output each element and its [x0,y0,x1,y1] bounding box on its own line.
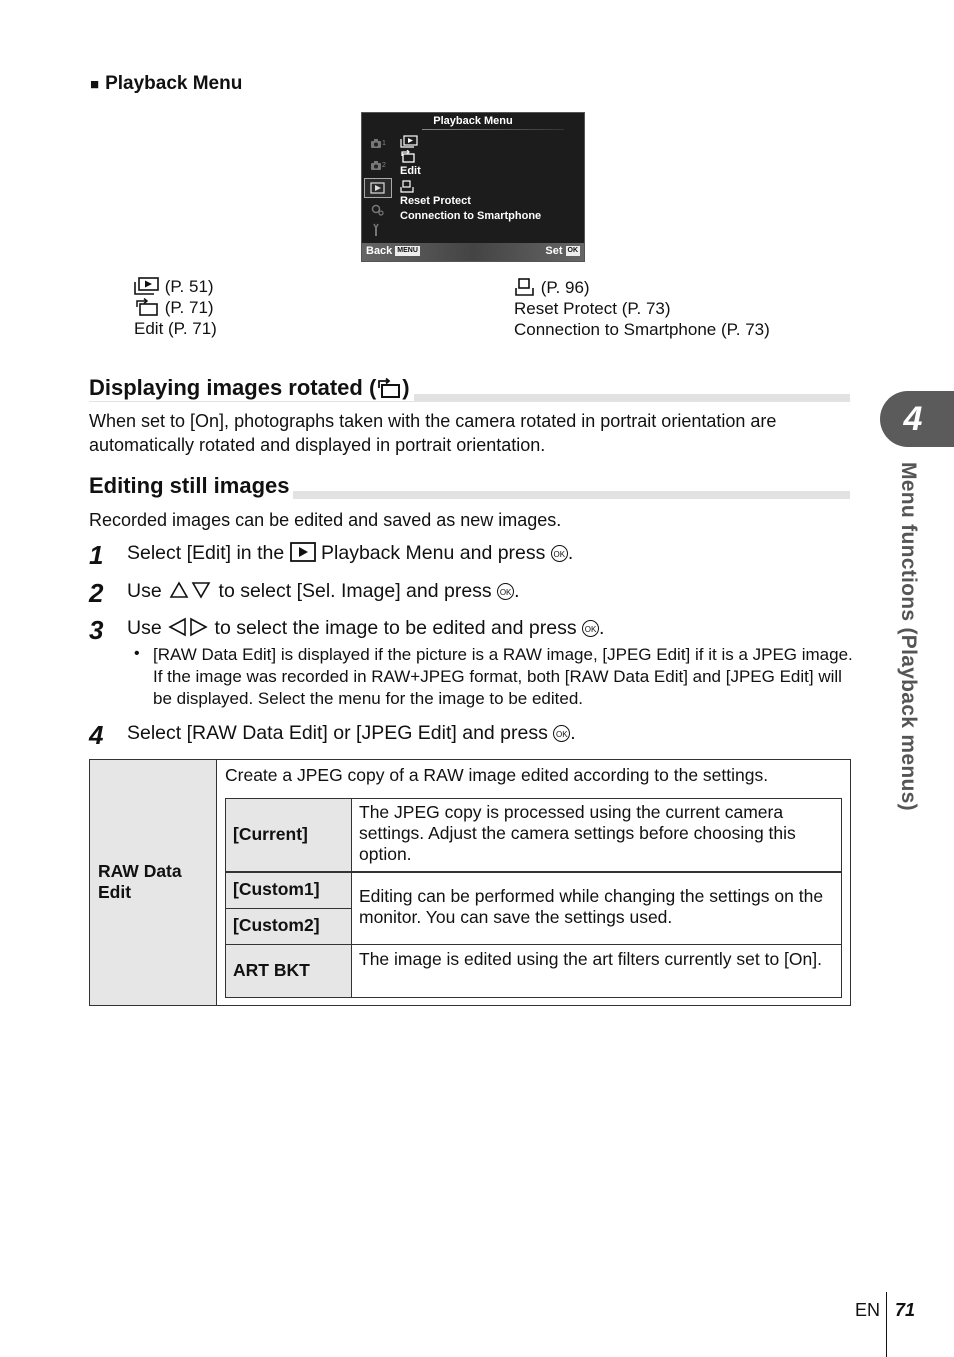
playback-tab-selected[interactable] [364,178,392,198]
ref-text: (P. 51) [164,277,214,296]
step-text-end: . [599,617,605,639]
options-table [225,798,842,998]
bullet-text: [RAW Data Edit] is displayed if the picture is a RAW image, [JPEG Edit] if it is a JPEG image. If the image was recorded in RAW+JPEG format, both [RAW Data Edit] and [JPEG Edit] will be displayed. Select the menu for the image to be edited. [153,645,853,708]
ok-button-icon: OK [582,620,599,637]
camera-menu-screen [361,112,585,262]
section-marker: ■ [90,76,100,93]
heading-rotate-prefix: Displaying images rotated ( [89,375,377,400]
raw-label-line: Edit [98,882,132,902]
step-2-text [127,580,520,603]
slideshow-icon [134,277,160,295]
chapter-tab [880,391,954,447]
left-right-arrows-icon [167,617,209,637]
ref-slideshow [134,276,217,297]
chapter-side-title: Menu functions (Playback menus) [897,462,920,811]
step-text-part: Use [127,580,162,602]
option-name: [Custom2] [233,915,320,935]
page-number: 71 [895,1300,916,1320]
custom-menu-icon [370,203,386,217]
raw-label-line: RAW Data [98,861,182,881]
ref-edit: Edit (P. 71) [134,319,217,338]
menu-item-rotate[interactable] [400,150,416,166]
option-art-bkt [226,945,352,997]
ok-button-tag: OK [567,247,578,255]
camera2-label: 2 [382,162,386,169]
step-4-text [127,722,576,745]
table-intro: Create a JPEG copy of a RAW image edited according to the settings. [225,765,769,785]
menu-item-edit[interactable]: Edit [400,165,421,177]
option-art-bkt-desc: The image is edited using the art filters currently set to [On]. [359,949,822,969]
step-3-text [127,617,604,640]
menu-item-connection[interactable]: Connection to Smartphone [400,210,542,222]
step-text-end: . [570,722,576,744]
step-text-end: . [514,580,520,602]
heading-rotate [89,375,414,401]
slideshow-icon [400,135,418,148]
step-1-number: 1 [89,540,104,570]
raw-data-edit-cell [90,760,217,1005]
menu-item-slideshow[interactable] [400,135,418,151]
step-text-end: . [567,542,574,564]
ref-print-order [514,277,770,298]
step-1-text [127,542,573,565]
set-label: Set [545,245,563,257]
step-3-number: 3 [89,615,104,645]
option-name: ART BKT [233,960,310,980]
section-title: Playback Menu [105,73,243,94]
option-current [226,799,352,872]
step-2-number: 2 [89,578,104,608]
heading-rotate-suffix: ) [402,375,410,400]
step-text-part: Select [Edit] in the [127,542,285,564]
camera1-icon [370,137,386,151]
setup-icon [370,223,386,237]
ok-button-icon: OK [553,725,570,742]
rotate-icon [376,378,402,398]
option-name: [Custom1] [233,879,320,899]
step-text-part: Playback Menu and press [321,542,546,564]
print-order-icon [514,278,536,296]
raw-data-edit-label [98,861,182,903]
print-order-icon [400,180,414,193]
camera-menu-bottom-bar [362,243,584,261]
step-text-part: Use [127,617,162,639]
playback-icon [370,182,386,194]
footer-divider [886,1292,887,1357]
rotate-icon [134,298,160,316]
ok-button-icon: OK [497,583,514,600]
ref-connection: Connection to Smartphone (P. 73) [514,320,770,339]
camera-menu-title: Playback Menu [433,115,513,127]
step-text-part: to select the image to be edited and press [214,617,577,639]
menu-item-print-order[interactable] [400,180,414,196]
rotate-body: When set to [On], photographs taken with the camera rotated in portrait orientation are automatically rotated and displayed in portrait orientation. [89,411,777,455]
step-text-part: Select [RAW Data Edit] or [JPEG Edit] and press [127,722,548,744]
ref-reset-protect: Reset Protect (P. 73) [514,299,671,318]
option-custom-desc: Editing can be performed while changing the settings on the monitor. You can save the settings used. [359,886,824,927]
playback-menu-section-label [90,73,242,95]
heading-edit: Editing still images [89,473,293,499]
option-custom2 [226,909,352,945]
back-hint [366,245,420,257]
bullet-marker: • [134,645,140,662]
ref-text: (P. 96) [540,278,590,297]
edit-intro: Recorded images can be edited and saved as new images. [89,510,562,530]
refs-right [514,277,770,340]
camera-menu-sidebar [362,135,394,239]
option-current-desc: The JPEG copy is processed using the current camera settings. Adjust the camera settings before choosing this option. [359,802,796,864]
refs-left [134,276,217,339]
camera-menu-title-rule [422,129,564,130]
playback-icon [290,542,316,562]
option-name: [Current] [233,824,308,844]
menu-button-tag: MENU [397,247,418,255]
camera2-icon [370,159,386,173]
up-down-arrows-icon [167,580,213,600]
menu-item-reset-protect[interactable]: Reset Protect [400,195,471,207]
rotate-icon [400,150,416,163]
ok-button-icon: OK [551,545,568,562]
option-custom1 [226,873,352,909]
chapter-number: 4 [903,400,923,438]
back-label: Back [366,245,393,257]
raw-data-edit-table [89,759,851,1006]
camera1-label: 1 [382,140,386,147]
ref-rotate [134,297,217,318]
step-4-number: 4 [89,720,104,750]
step-text-part: to select [Sel. Image] and press [218,580,492,602]
set-hint [545,245,580,257]
ref-text: (P. 71) [164,298,214,317]
footer-lang: EN [855,1300,881,1320]
